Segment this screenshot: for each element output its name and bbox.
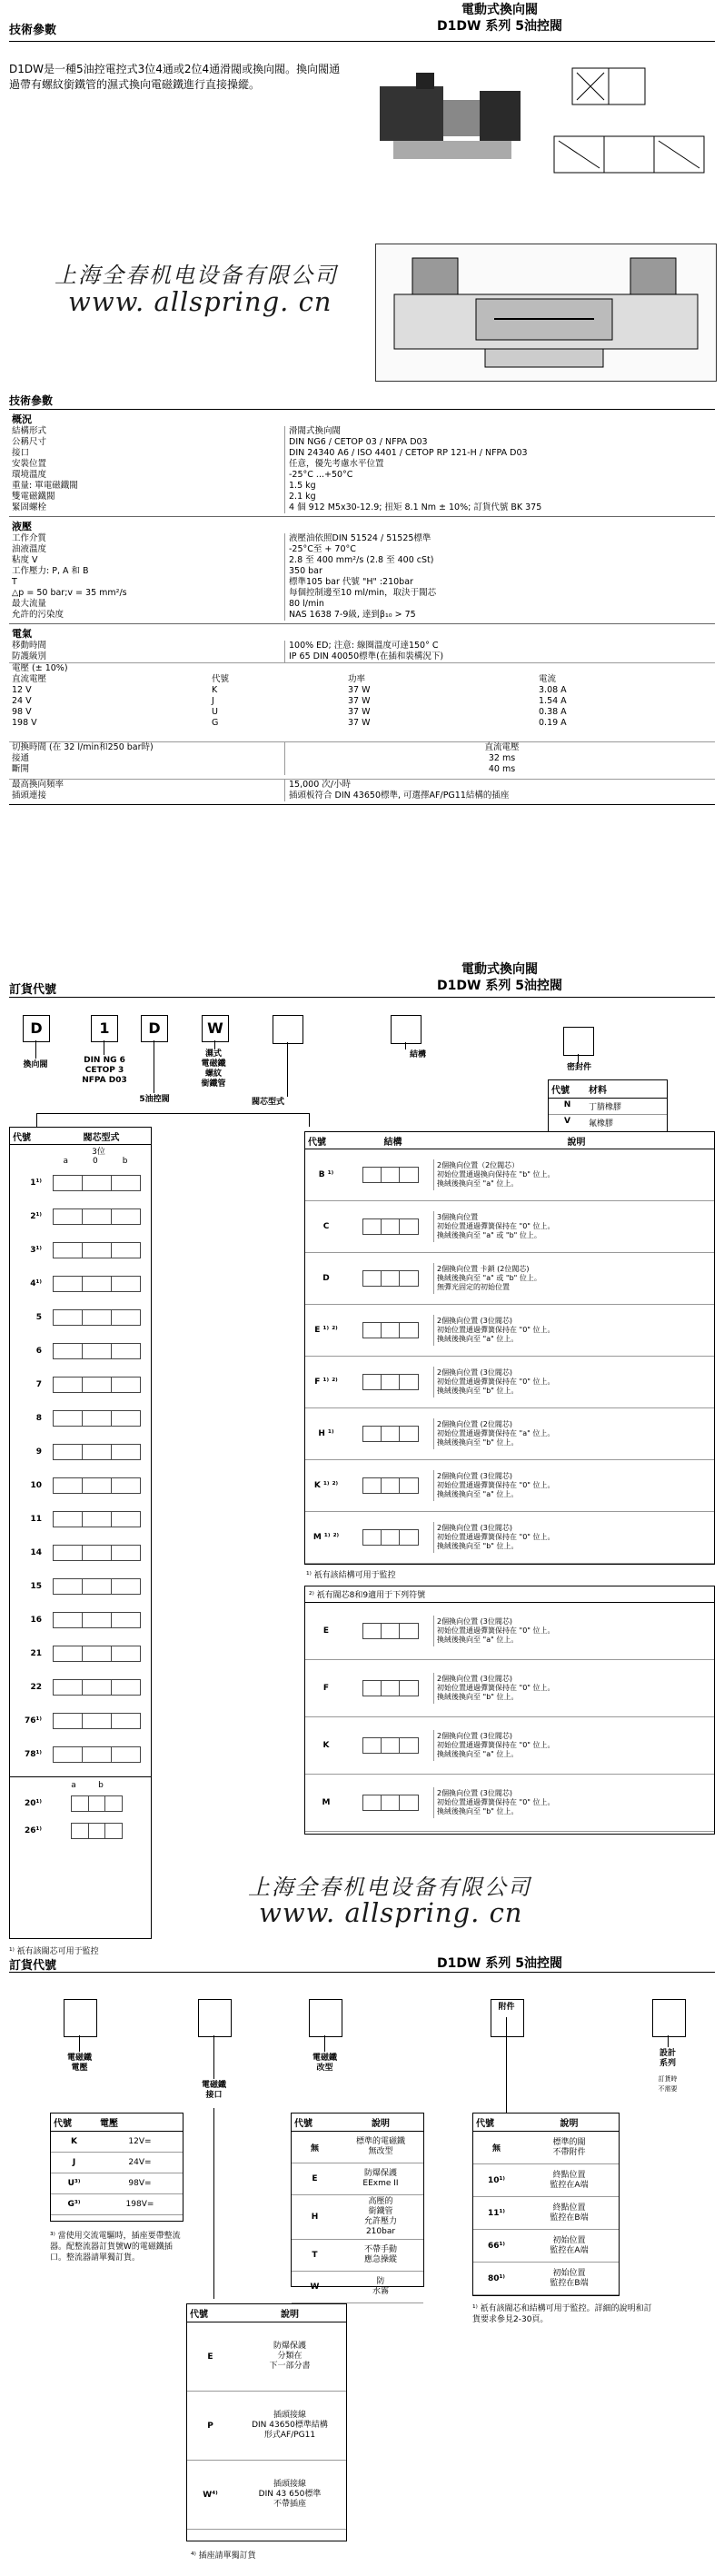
spool-symbol xyxy=(53,1578,141,1595)
code-value: P xyxy=(207,2421,213,2431)
spool-rows xyxy=(10,1166,151,1771)
spool-row xyxy=(10,1368,151,1401)
structure-desc: 2個換向位置 (3位閥芯) 初始位置通過彈簧保持在 "0" 位上。 換絨後換向至 "b" 位上。 xyxy=(433,1673,714,1704)
code-box-design xyxy=(652,1999,686,2037)
spool-row xyxy=(10,1300,151,1334)
code-row xyxy=(292,2195,423,2240)
structure-desc: 2個換向位置 (3位閥芯) 初始位置通過彈簧保持在 "0" 位上。 換絨後換向至 "a" 位上。 xyxy=(433,1470,714,1501)
code-box-voltage xyxy=(64,1999,97,2037)
label-voltage: 電磁鐵 電壓 xyxy=(66,2054,92,2073)
spool-row xyxy=(10,1737,151,1771)
accessory-table: 代號 說明 無 標準的閥 不帶附件 10¹⁾ 終點位置 監控在A端 11¹⁾ 終點位置 監控在B端 66¹⁾ 初始位置 監控在A端 80¹⁾ 初始位置 監控在B端 xyxy=(472,2113,620,2296)
code-desc: 終點位置 監控在A端 xyxy=(550,2170,589,2190)
spool-code: 22 xyxy=(30,1682,42,1692)
spool-symbol xyxy=(71,1795,123,1812)
spool-row xyxy=(10,1401,151,1435)
code-value: H xyxy=(311,2213,319,2222)
code-box-structure xyxy=(391,1015,422,1044)
spool-symbol xyxy=(53,1309,141,1326)
structure-code: F ¹⁾ ²⁾ xyxy=(314,1378,338,1387)
spool-row xyxy=(10,1536,151,1569)
code-desc: 標準的閥 不帶附件 xyxy=(552,2137,586,2157)
watermark-url: www. allspring. cn xyxy=(68,286,332,317)
structure-symbol xyxy=(362,1270,419,1287)
spool-symbol xyxy=(71,1823,123,1839)
structure-symbol xyxy=(362,1322,419,1338)
spool-code: 5 xyxy=(35,1312,42,1322)
spool-symbol xyxy=(53,1276,141,1292)
structure-desc: 2個換向位置 (3位閥芯) 初始位置通過彈簧保持在 "0" 位上。 換絨後換向至 "b" 位上。 xyxy=(433,1522,714,1553)
structure-row xyxy=(305,1460,714,1512)
voltage-row: 24 V J 37 W 1.54 A xyxy=(12,696,567,706)
code-value: U³⁾ xyxy=(67,2179,81,2188)
voltage-row: 12 V K 37 W 3.08 A xyxy=(12,685,567,695)
label-design-note: 訂貨時 不需要 xyxy=(658,2075,678,2093)
code-row xyxy=(51,2173,183,2194)
watermark-url-2: www. allspring. cn xyxy=(259,1897,523,1928)
valve-cross-section xyxy=(375,244,717,382)
code-desc: 防 水霧 xyxy=(372,2277,389,2296)
structure-symbol xyxy=(362,1623,419,1639)
structure2-title: ²⁾ 祇有閥芯8和9適用于下列符號 xyxy=(305,1586,714,1603)
section-title: 電氣 xyxy=(12,628,32,640)
code-box-seal xyxy=(563,1027,594,1056)
spool-code: 3¹⁾ xyxy=(30,1245,42,1255)
structure-code: M xyxy=(322,1798,331,1807)
spool-row xyxy=(10,1704,151,1737)
spool-code: 16 xyxy=(30,1615,42,1625)
structure-table: 代號 結構 說明 B ¹⁾ 2個換向位置（2位閥芯） 初始位置通過換向保持在 "b" 位上。 換絨後換向至 "a" 位上。 C 3個換向位置 初始位置通過彈簧保持在 "0" 位上。 換絨後換向至 "a" 或 "b" 位上。 D 2個換向位置 卡鎖 (2位閥芯) 換絨後換向至 "a" 或 "b" 位上。 無彈光固定的初始位置 E ¹⁾ ²⁾ 2個換向位置 (3位閥芯) 初始位置通過彈簧保持在 "0" 位上。 換絨後換向至 "a" 位上。 F ¹⁾ ²⁾ 2個換向位置 (3位閥芯) 初始位置通過彈簧保持在 "0" 位上。 換絨後換向至 "b" 位上。 H ¹⁾ 2個換向位置 (2位閥芯) 初始位置通過彈簧保持在 "a" 位上。 換絨後換向至 "b" 位上。 K ¹⁾ ²⁾ 2個換向位置 (3位閥芯) 初始位置通過彈簧保持在 "0" 位上。 換絨後換向至 "a" 位上。 M ¹⁾ ²⁾ 2個換向位置 (3位閥芯) 初始位置通過彈簧保持在 "0" 位上。 換絨後換向至 "b" 位上。 xyxy=(304,1131,715,1565)
spool-symbol xyxy=(53,1545,141,1561)
header-line2: D1DW 系列 5油控閥 xyxy=(437,19,562,34)
page1-header-right xyxy=(382,2,618,35)
code-desc: 插頭接線 DIN 43 650標準 不帶插座 xyxy=(258,2480,322,2509)
spool-symbol xyxy=(53,1477,141,1494)
structure-symbol xyxy=(362,1795,419,1811)
spool-row xyxy=(10,1502,151,1536)
spool-symbol xyxy=(53,1646,141,1662)
structure-symbol xyxy=(362,1529,419,1546)
intro-text: D1DW是一種5油控電控式3位4通或2位4通滑閥或換向閥。換向閥通過帶有螺紋銜鐵管的濕式換向電磁鐵進行直接操縱。 xyxy=(9,63,341,91)
label-spool: 閥芯型式 xyxy=(251,1098,284,1107)
structure-code: E ¹⁾ ²⁾ xyxy=(314,1326,338,1335)
structure-row xyxy=(305,1305,714,1357)
header-line1: 電動式換向閥 xyxy=(461,3,538,17)
spool-row xyxy=(10,1790,151,1817)
structure-symbol xyxy=(362,1218,419,1235)
page2-header-right xyxy=(382,961,618,994)
structure-code: K xyxy=(322,1741,330,1750)
page3-header-left: 訂貨代號 xyxy=(9,1959,57,1973)
code-row xyxy=(473,2164,619,2197)
label-design: 設計 系列 xyxy=(659,2049,676,2068)
code-desc: 防爆保護 EExme II xyxy=(362,2169,399,2188)
page1-header-left: 技術參數 xyxy=(9,24,57,37)
spool-code: 78¹⁾ xyxy=(24,1749,42,1759)
spool-code: 7 xyxy=(35,1379,42,1389)
structure-desc: 2個換向位置（2位閥芯） 初始位置通過換向保持在 "b" 位上。 換絨後換向至 "a" 位上。 xyxy=(433,1159,714,1190)
structure-code: H ¹⁾ xyxy=(318,1429,334,1438)
spec-electrical: 電氣 移動時間 100% ED; 注意: 線圈溫度可達150° C 防護級別 IP 65 DIN 40050標準(在插和裝構況下) 電壓 (± 10%) 直流電壓 代號 功率 電流 12 V K 37 W 3.08 A 24 V J 37 W 1.54 A 98 V U 37 W 0.38 A 198 V G 37 W 0.19 A 切換時間 (在 32 l/min和250 bar時) 直流電壓 接通 32 ms 斷開 40 ms 最高換向頻率 15,000 次/小時 插頭連接 插頭板符合 DIN 43650標準, 可選擇AF/PG11結構的插座 xyxy=(9,623,715,804)
code-row xyxy=(292,2240,423,2272)
solenoid-table: 代號 說明 無 標準的電磁鐵 無改型 E 防爆保護 EExme II H 高壓的 銜鐵管 允許壓力 210bar T 不帶手動 應急操縱 W 防 水霧 xyxy=(291,2113,424,2287)
spool-code: 26¹⁾ xyxy=(24,1826,42,1835)
section-title: 液壓 xyxy=(12,521,32,532)
code-row xyxy=(51,2132,183,2153)
structure-desc: 2個換向位置 (2位閥芯) 初始位置通過彈簧保持在 "a" 位上。 換絨後換向至 "b" 位上。 xyxy=(433,1418,714,1449)
spool-symbol xyxy=(53,1242,141,1258)
structure-code: F xyxy=(322,1684,330,1693)
spool-symbol xyxy=(53,1511,141,1527)
label-size: DIN NG 6 CETOP 3 NFPA D03 xyxy=(82,1056,127,1085)
page2-header-left: 訂貨代號 xyxy=(9,983,57,997)
spool-code: 10 xyxy=(30,1480,42,1490)
spool-row xyxy=(10,1267,151,1300)
spool-code: 21 xyxy=(30,1648,42,1658)
voltage-code-table: 代號 電壓 K 12V= J 24V= U³⁾ 98V= G³⁾ 198V= xyxy=(50,2113,183,2222)
code-value: 10¹⁾ xyxy=(487,2175,506,2185)
label-accessory: 附件 xyxy=(498,2003,515,2012)
spool-row xyxy=(10,1233,151,1267)
spool-3pos-label: 3位 xyxy=(92,1148,105,1157)
label-wet: 濕式 電磁鐵 螺紋 銜鐵管 xyxy=(201,1049,226,1089)
structure-symbol xyxy=(362,1167,419,1183)
spool-code: 15 xyxy=(30,1581,42,1591)
spec-general: 概況 結構形式 滑閥式換向閥 公稱尺寸 DIN NG6 / CETOP 03 / NFPA D03 接口 DIN 24340 A6 / ISO 4401 / CETOP RP 121-H / NFPA D03 安裝位置 任意，優先考慮水平位置 環境溫度 -25°C ...+50°C 重量: 單電磁鐵閥 1.5 kg 雙電磁鐵閥 2.1 kg 緊固螺栓 4 個 912 M5x30-12.9; 扭矩 8.1 Nm ± 10%; 訂貨代號 BK 375 xyxy=(9,410,715,516)
structure-row xyxy=(305,1408,714,1460)
structure-row xyxy=(305,1149,714,1201)
code-value: 66¹⁾ xyxy=(487,2241,506,2251)
structure-desc: 2個換向位置 卡鎖 (2位閥芯) 換絨後換向至 "a" 或 "b" 位上。 無彈光固定的初始位置 xyxy=(433,1263,714,1294)
seal-table: 代號 材料 N 丁腈橡膠 V 氟橡膠 xyxy=(548,1079,668,1138)
structure-desc: 2個換向位置 (3位閥芯) 初始位置通過彈簧保持在 "0" 位上。 換絨後換向至 "a" 位上。 xyxy=(433,1315,714,1346)
watermark-company: 上海全春机电设备有限公司 xyxy=(55,263,338,288)
code-row xyxy=(473,2230,619,2263)
structure-row xyxy=(305,1201,714,1253)
spool-symbol xyxy=(53,1713,141,1729)
spec-hydraulic: 液壓 工作介質 液壓油依照DIN 51524 / 51525標準 油液溫度 -25°C至 + 70°C 粘度 V 2.8 至 400 mm²/s (2.8 至 400 cSt) 工作壓力: P, A 和 B 350 bar T 標準105 bar 代號 "H" :210bar △p = 50 bar;v = 35 mm²/s 每個控制邊至10 ml/min，取決于閥芯 最大流量 80 l/min 允許的污染度 NAS 1638 7-9級, 達到β₁₀ > 75 xyxy=(9,516,715,623)
code-row xyxy=(292,2272,423,2303)
spool-symbol xyxy=(53,1377,141,1393)
structure-symbol xyxy=(362,1477,419,1494)
structure-row xyxy=(305,1775,714,1832)
structure-code: D xyxy=(322,1274,330,1283)
structure-symbol xyxy=(362,1737,419,1754)
code-value: W xyxy=(310,2283,320,2292)
spool-code: 6 xyxy=(35,1346,42,1356)
code-value: J xyxy=(72,2158,76,2167)
code-desc: 12V= xyxy=(128,2136,152,2146)
spool-code: 9 xyxy=(35,1447,42,1457)
code-box-connector xyxy=(198,1999,232,2037)
connector-table: 代號 說明 E 防爆保護 分類在 下一部分書 P 插頭接線 DIN 43650標準結構 形式AF/PG11 W⁴⁾ 插頭接線 DIN 43 650標準 不帶插座 xyxy=(186,2303,347,2541)
code-value: 無 xyxy=(310,2143,319,2153)
spec-table xyxy=(9,409,715,805)
code-row xyxy=(473,2263,619,2295)
label-solenoid: 電磁鐵 改型 xyxy=(312,2054,337,2073)
header-line2: D1DW 系列 5油控閥 xyxy=(437,979,562,993)
structure-symbol xyxy=(362,1426,419,1442)
spool-row xyxy=(10,1603,151,1636)
spool-row xyxy=(10,1569,151,1603)
spool-code: 20¹⁾ xyxy=(24,1799,42,1808)
section-title: 概況 xyxy=(12,413,32,425)
spool-code: 8 xyxy=(35,1413,42,1423)
code-value: T xyxy=(312,2251,318,2260)
spool-symbol xyxy=(53,1612,141,1628)
code-row xyxy=(473,2197,619,2230)
code-desc: 198V= xyxy=(125,2199,154,2209)
spool-symbol xyxy=(53,1175,141,1191)
spool-row xyxy=(10,1199,151,1233)
voltage-header: 直流電壓 代號 功率 電流 xyxy=(12,674,557,684)
code-row xyxy=(187,2322,346,2392)
connector-note: ⁴⁾ 插座請單獨訂貨 xyxy=(191,2551,256,2561)
code-value: G³⁾ xyxy=(67,2200,81,2209)
spec-title: 技術參數 xyxy=(9,394,54,407)
watermark-company-2: 上海全春机电设备有限公司 xyxy=(248,1875,531,1900)
label-connector: 電磁鐵 接口 xyxy=(201,2081,226,2100)
structure-row xyxy=(305,1357,714,1408)
code-box-solenoid xyxy=(309,1999,342,2037)
code-desc: 標準的電磁鐵 無改型 xyxy=(355,2137,405,2156)
code-row xyxy=(292,2163,423,2195)
spool-code: 2¹⁾ xyxy=(30,1211,42,1221)
code-desc: 不帶手動 應急操縱 xyxy=(363,2245,397,2264)
spool-code: 76¹⁾ xyxy=(24,1716,42,1726)
structure-table-2 xyxy=(304,1586,715,1835)
label-valve: 換向閥 xyxy=(23,1060,48,1069)
code-desc: 98V= xyxy=(128,2178,152,2188)
code-desc: 24V= xyxy=(128,2157,152,2167)
code-value: 無 xyxy=(491,2144,501,2153)
code-desc: 初始位置 監控在B端 xyxy=(550,2268,589,2288)
structure-symbol xyxy=(362,1374,419,1390)
structure-code: C xyxy=(322,1222,330,1231)
code-row xyxy=(473,2132,619,2164)
spool-code: 1¹⁾ xyxy=(30,1178,42,1188)
spool-row xyxy=(10,1166,151,1199)
spool-row xyxy=(10,1334,151,1368)
code-desc: 高壓的 銜鐵管 允許壓力 210bar xyxy=(363,2197,397,2236)
spool-table: 代號 閥芯型式 3位 a 0 b 1¹⁾ 2¹⁾ 3¹⁾ 4¹⁾ 5 6 7 8 9 10 11 14 15 16 21 22 76¹⁾ 78¹⁾ a b 20¹⁾ 26¹⁾ xyxy=(9,1127,152,1939)
code-box-d2: D xyxy=(141,1015,168,1042)
code-row xyxy=(51,2153,183,2173)
structure-row xyxy=(305,1717,714,1775)
code-row xyxy=(51,2194,183,2215)
voltage-row: 98 V U 37 W 0.38 A xyxy=(12,707,567,717)
code-box-d1: D xyxy=(23,1015,50,1042)
voltage-note: ³⁾ 當使用交流電驅時，插座要帶整流器。配整流器訂貨號W的電磁鐵插口。整流器請單獨訂貨。 xyxy=(50,2232,181,2263)
valve-symbol xyxy=(545,50,715,195)
code-box-w: W xyxy=(202,1015,229,1042)
spool-note: ¹⁾ 祇有該閥芯可用于監控 xyxy=(9,1947,99,1956)
spool-symbol xyxy=(53,1208,141,1225)
code-value: E xyxy=(207,2352,213,2362)
code-value: E xyxy=(312,2174,318,2183)
spool-positions: a 0 b xyxy=(63,1157,128,1166)
code-desc: 終點位置 監控在B端 xyxy=(550,2203,589,2223)
structure-row xyxy=(305,1512,714,1564)
page3-header-right: D1DW 系列 5油控閥 xyxy=(437,1956,562,1971)
code-box-1: 1 xyxy=(91,1015,118,1042)
structure-row xyxy=(305,1253,714,1305)
code-value: 80¹⁾ xyxy=(487,2273,506,2283)
spool-symbol xyxy=(53,1343,141,1359)
structure-note: ¹⁾ 祇有該結構可用于監控 xyxy=(306,1571,396,1580)
spool-symbol xyxy=(53,1746,141,1763)
code-value: K xyxy=(71,2137,77,2146)
structure-desc: 2個換向位置 (3位閥芯) 初始位置通過彈簧保持在 "0" 位上。 換絨後換向至 "b" 位上。 xyxy=(433,1367,714,1397)
spool-symbol xyxy=(53,1410,141,1427)
structure-desc: 2個換向位置 (3位閥芯) 初始位置通過彈簧保持在 "0" 位上。 換絨後換向至 "b" 位上。 xyxy=(433,1787,714,1818)
structure-desc: 2個換向位置 (3位閥芯) 初始位置通過彈簧保持在 "0" 位上。 換絨後換向至 "a" 位上。 xyxy=(433,1730,714,1761)
structure-code: M ¹⁾ ²⁾ xyxy=(312,1533,340,1542)
code-row xyxy=(187,2392,346,2461)
spool-row xyxy=(10,1636,151,1670)
valve-photo xyxy=(362,50,534,191)
spool-code: 11 xyxy=(30,1514,42,1524)
label-structure: 結構 xyxy=(409,1050,426,1059)
structure-row xyxy=(305,1603,714,1660)
code-box-spool xyxy=(273,1015,303,1044)
structure-code: B ¹⁾ xyxy=(318,1170,334,1179)
code-desc: 初始位置 監控在A端 xyxy=(550,2235,589,2255)
code-row xyxy=(187,2461,346,2530)
code-value: W⁴⁾ xyxy=(203,2490,218,2500)
structure-desc: 2個換向位置 (3位閥芯) 初始位置通過彈簧保持在 "0" 位上。 換絨後換向至 "a" 位上。 xyxy=(433,1616,714,1646)
spool-row xyxy=(10,1435,151,1468)
spool-2pos: a b 20¹⁾ 26¹⁾ xyxy=(10,1776,151,1845)
spool-row xyxy=(10,1670,151,1704)
accessory-note: ¹⁾ 祇有該閥芯和結構可用于監控。詳細的說明和訂貨要求參見2-30頁。 xyxy=(472,2304,652,2324)
voltage-row: 198 V G 37 W 0.19 A xyxy=(12,718,567,728)
structure-desc: 3個換向位置 初始位置通過彈簧保持在 "0" 位上。 換絨後換向至 "a" 或 "b" 位上。 xyxy=(433,1211,714,1242)
spool-code: 4¹⁾ xyxy=(30,1278,42,1288)
spool-symbol xyxy=(53,1679,141,1696)
structure-row xyxy=(305,1660,714,1717)
code-desc: 插頭接線 DIN 43650標準結構 形式AF/PG11 xyxy=(252,2411,328,2440)
spool-code: 14 xyxy=(30,1547,42,1557)
structure-symbol xyxy=(362,1680,419,1696)
code-value: 11¹⁾ xyxy=(487,2208,506,2218)
spool-row xyxy=(10,1817,151,1845)
spool-symbol xyxy=(53,1444,141,1460)
label-seal: 密封件 xyxy=(566,1063,591,1072)
spool-row xyxy=(10,1468,151,1502)
header-line1: 電動式換向閥 xyxy=(461,962,538,977)
code-desc: 防爆保護 分類在 下一部分書 xyxy=(269,2342,311,2371)
code-row xyxy=(292,2132,423,2163)
structure-code: E xyxy=(322,1626,330,1636)
structure-code: K ¹⁾ ²⁾ xyxy=(313,1481,339,1490)
label-5oil: 5油控閥 xyxy=(139,1095,170,1104)
